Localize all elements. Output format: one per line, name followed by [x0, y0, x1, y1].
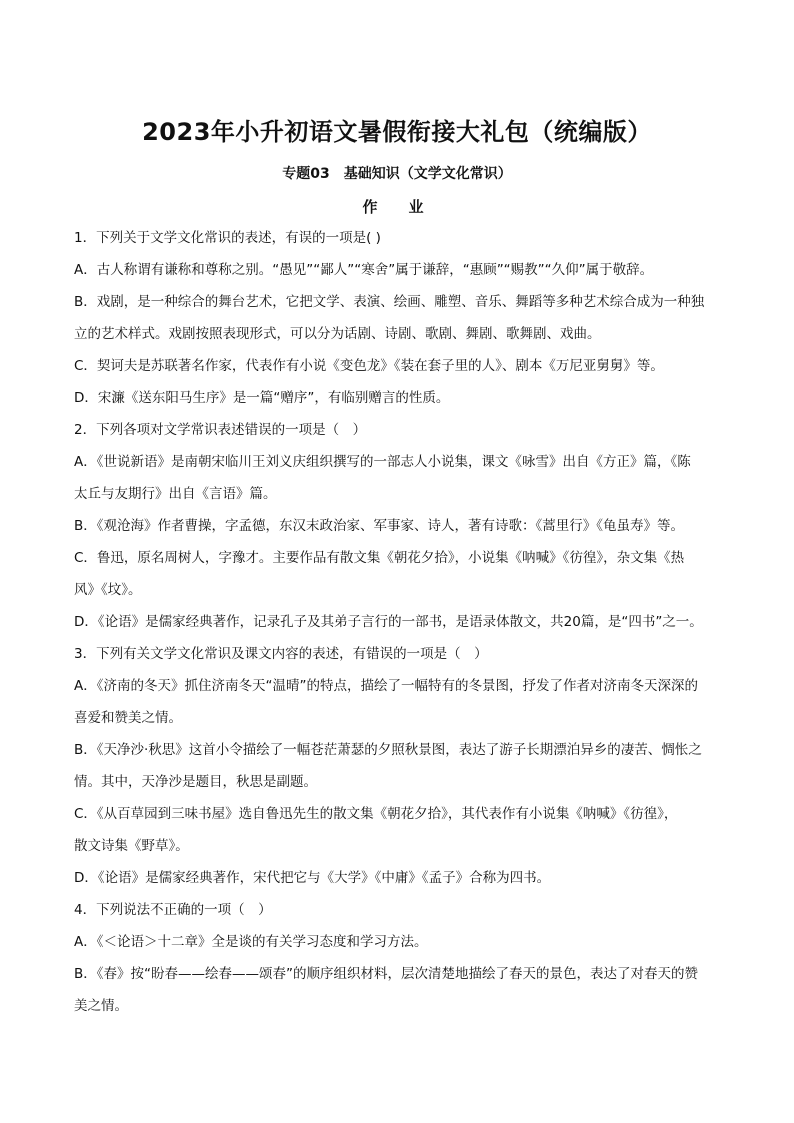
question-4-stem: 4．下列说法不正确的一项（ ） — [74, 902, 272, 918]
question-1-option-c: C．契诃夫是苏联著名作家，代表作有小说《变色龙》《装在套子里的人》、剧本《万尼亚舅舅》等。 — [74, 358, 664, 374]
question-2-option-a-cont: 太丘与友期行》出自《言语》篇。 — [74, 486, 277, 502]
question-2-stem: 2．下列各项对文学常识表述错误的一项是（ ） — [74, 422, 367, 438]
question-2-option-a: A．《世说新语》是南朝宋临川王刘义庆组织撰写的一部志人小说集，课文《咏雪》出自《方正》篇，《陈 — [74, 454, 691, 470]
question-list — [74, 222, 724, 1022]
topic-subtitle: 专题03 基础知识（文学文化常识） — [282, 166, 512, 182]
question-3-option-d: D．《论语》是儒家经典著作，宋代把它与《大学》《中庸》《孟子》合称为四书。 — [74, 870, 551, 886]
question-4-option-b-cont: 美之情。 — [74, 998, 128, 1014]
question-3-option-b: B．《天净沙·秋思》这首小令描绘了一幅苍茫萧瑟的夕照秋景图，表达了游子长期漂泊异乡的凄苦、惆怅之 — [74, 742, 702, 758]
question-4-option-a: A．《＜论语＞十二章》全是谈的有关学习态度和学习方法。 — [74, 934, 428, 950]
question-4-option-b: B．《春》按“盼春——绘春——颂春”的顺序组织材料，层次清楚地描绘了春天的景色，表达了对春天的赞 — [74, 966, 698, 982]
question-3-option-b-cont: 情。其中，天净沙是题目，秋思是副题。 — [74, 774, 317, 790]
question-3-stem: 3．下列有关文学文化常识及课文内容的表述，有错误的一项是（ ） — [74, 646, 488, 662]
question-3-option-c-cont: 散文诗集《野草》。 — [74, 838, 189, 854]
question-1-option-a: A．古人称谓有谦称和尊称之别。“愚见”“鄙人”“寒舍”属于谦辞，“惠顾”“赐教”“久仰”属于敬辞。 — [74, 262, 654, 278]
document-title: 2023年小升初语文暑假衔接大礼包（统编版） — [142, 118, 652, 146]
question-2-option-d: D．《论语》是儒家经典著作，记录孔子及其弟子言行的一部书，是语录体散文，共20篇，是“四书”之一。 — [74, 614, 703, 630]
question-2-option-c: C．鲁迅，原名周树人，字豫才。主要作品有散文集《朝花夕拾》，小说集《呐喊》《彷徨》，杂文集《热 — [74, 550, 685, 566]
question-1-stem: 1．下列关于文学文化常识的表述，有误的一项是( ) — [74, 230, 381, 246]
question-1-option-b-cont: 立的艺术样式。戏剧按照表现形式，可以分为话剧、诗剧、歌剧、舞剧、歌舞剧、戏曲。 — [74, 326, 601, 342]
question-3-option-a-cont: 喜爱和赞美之情。 — [74, 710, 182, 726]
question-2-option-b: B．《观沧海》作者曹操，字孟德，东汉末政治家、军事家、诗人，著有诗歌：《蒿里行》《龟虽寿》等。 — [74, 518, 685, 534]
question-3-option-c: C．《从百草园到三味书屋》选自鲁迅先生的散文集《朝花夕拾》，其代表作有小说集《呐喊》《彷徨》， — [74, 806, 678, 822]
question-1-option-d: D．宋濂《送东阳马生序》是一篇“赠序”，有临别赠言的性质。 — [74, 390, 450, 406]
section-heading: 作 业 — [362, 198, 432, 216]
question-1-option-b: B．戏剧，是一种综合的舞台艺术，它把文学、表演、绘画、雕塑、音乐、舞蹈等多种艺术综合成为一种独 — [74, 294, 705, 310]
question-3-option-a: A．《济南的冬天》抓住济南冬天“温晴”的特点，描绘了一幅特有的冬景图，抒发了作者对济南冬天深深的 — [74, 678, 698, 694]
question-2-option-c-cont: 风》《坟》。 — [74, 582, 142, 598]
